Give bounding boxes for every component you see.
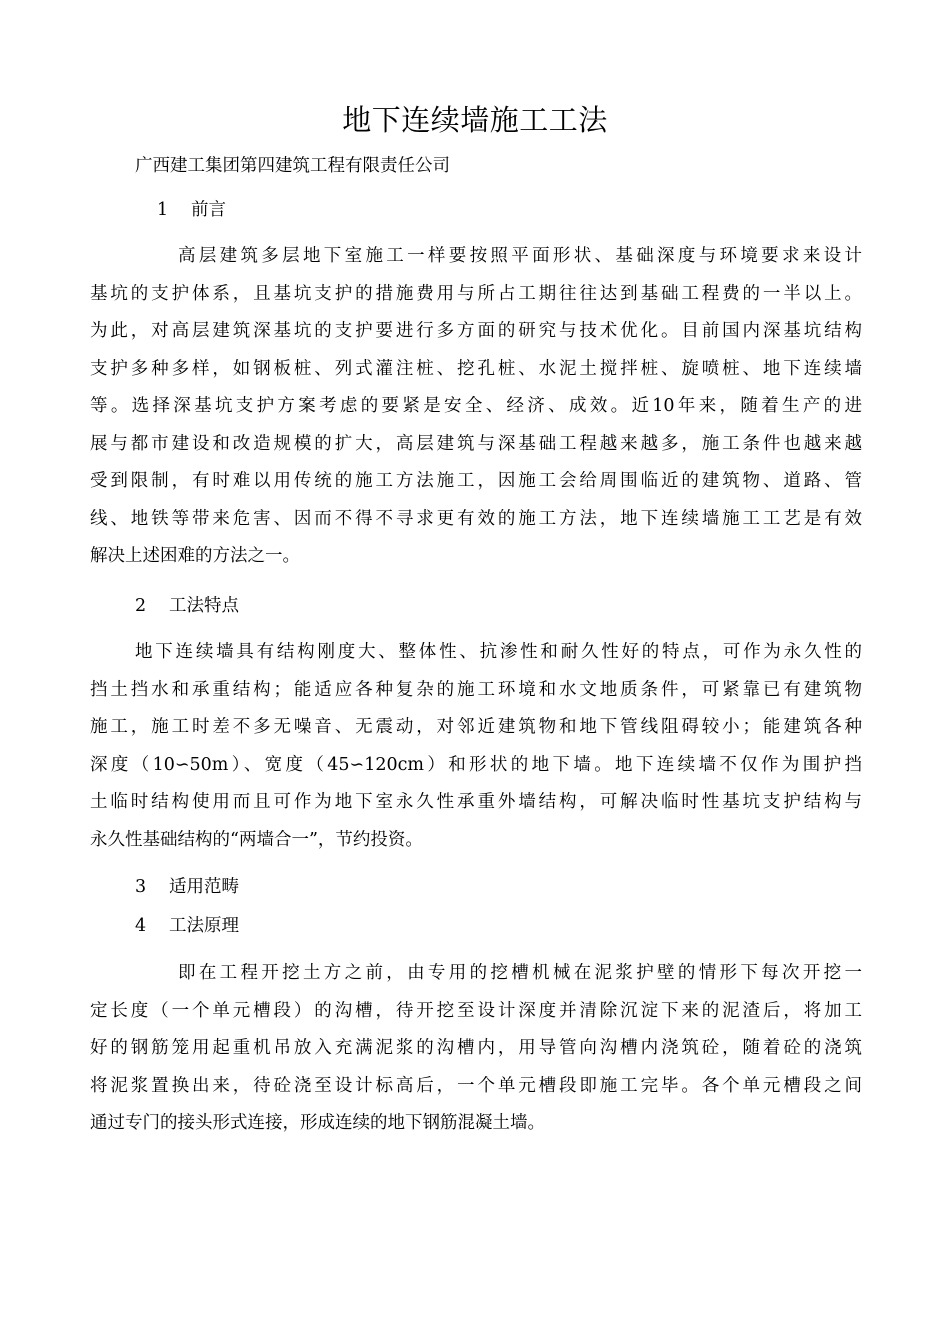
paragraph-line: 基坑的支护体系，且基坑支护的措施费用与所占工期往往达到基础工程费的一半以上。	[90, 283, 862, 304]
paragraph-line: 受到限制，有时难以用传统的施工方法施工，因施工会给周围临近的建筑物、道路、管	[90, 471, 862, 491]
paragraph-line: 即在工程开挖土方之前，由专用的挖槽机械在泥浆护壁的情形下每次开挖一	[178, 963, 862, 983]
document-title: 地下连续墙施工工法	[342, 103, 608, 137]
company-name: 广西建工集团第四建筑工程有限责任公司	[135, 156, 450, 176]
paragraph-line: 高层建筑多层地下室施工一样要按照平面形状、基础深度与环境要求来设计	[178, 246, 862, 266]
paragraph-line: 深度（10∽50m）、宽度（45∽120cm）和形状的地下墙。地下连续墙不仅作为围护挡	[90, 754, 862, 775]
section-heading-3	[135, 873, 239, 901]
section-title: 工法原理	[169, 916, 239, 936]
paragraph-line: 挡土挡水和承重结构；能适应各种复杂的施工环境和水文地质条件，可紧靠已有建筑物	[90, 679, 862, 700]
paragraph-line: 永久性基础结构的“两墙合一”，节约投资。	[90, 829, 423, 850]
paragraph-line: 好的钢筋笼用起重机吊放入充满泥浆的沟槽内，用导管向沟槽内浇筑砼，随着砼的浇筑	[90, 1038, 862, 1058]
section-heading-2	[135, 592, 239, 620]
paragraph-line: 解决上述困难的方法之一。	[90, 546, 300, 566]
section-title: 前言	[191, 200, 226, 220]
paragraph-line: 将泥浆置换出来，待砼浇至设计标高后，一个单元槽段即施工完毕。各个单元槽段之间	[90, 1075, 862, 1096]
paragraph-line: 等。选择深基坑支护方案考虑的要紧是安全、经济、成效。近10年来，随着生产的进	[90, 396, 862, 416]
section-number: 4	[135, 916, 147, 936]
section-number: 2	[135, 596, 147, 616]
paragraph-line: 支护多种多样，如钢板桩、列式灌注桩、挖孔桩、水泥土搅拌桩、旋喷桩、地下连续墙	[90, 358, 862, 379]
paragraph-line: 定长度（一个单元槽段）的沟槽，待开挖至设计深度并清除沉淀下来的泥渣后，将加工	[90, 1000, 862, 1021]
paragraph-line: 为此，对高层建筑深基坑的支护要进行多方面的研究与技术优化。目前国内深基坑结构	[90, 321, 862, 341]
section-title: 工法特点	[169, 596, 239, 616]
section-heading-1	[157, 196, 226, 224]
paragraph-line: 土临时结构使用而且可作为地下室永久性承重外墙结构，可解决临时性基坑支护结构与	[90, 792, 862, 812]
section-number: 3	[135, 877, 147, 897]
section-1-paragraph	[90, 238, 862, 576]
section-2-paragraph	[90, 634, 862, 859]
section-title: 适用范畴	[169, 877, 239, 897]
paragraph-line: 施工，施工时差不多无噪音、无震动，对邻近建筑物和地下管线阻碍较小；能建筑各种	[90, 717, 862, 737]
section-number: 1	[157, 200, 169, 220]
paragraph-line: 通过专门的接头形式连接，形成连续的地下钢筋混凝土墙。	[90, 1113, 545, 1133]
paragraph-line: 线、地铁等带来危害、因而不得不寻求更有效的施工方法，地下连续墙施工工艺是有效	[90, 508, 862, 529]
paragraph-line: 展与都市建设和改造规模的扩大，高层建筑与深基础工程越来越多，施工条件也越来越	[90, 433, 862, 454]
section-heading-4	[135, 912, 239, 940]
paragraph-line: 地下连续墙具有结构刚度大、整体性、抗渗性和耐久性好的特点，可作为永久性的	[135, 642, 862, 662]
section-4-paragraph	[90, 955, 862, 1143]
